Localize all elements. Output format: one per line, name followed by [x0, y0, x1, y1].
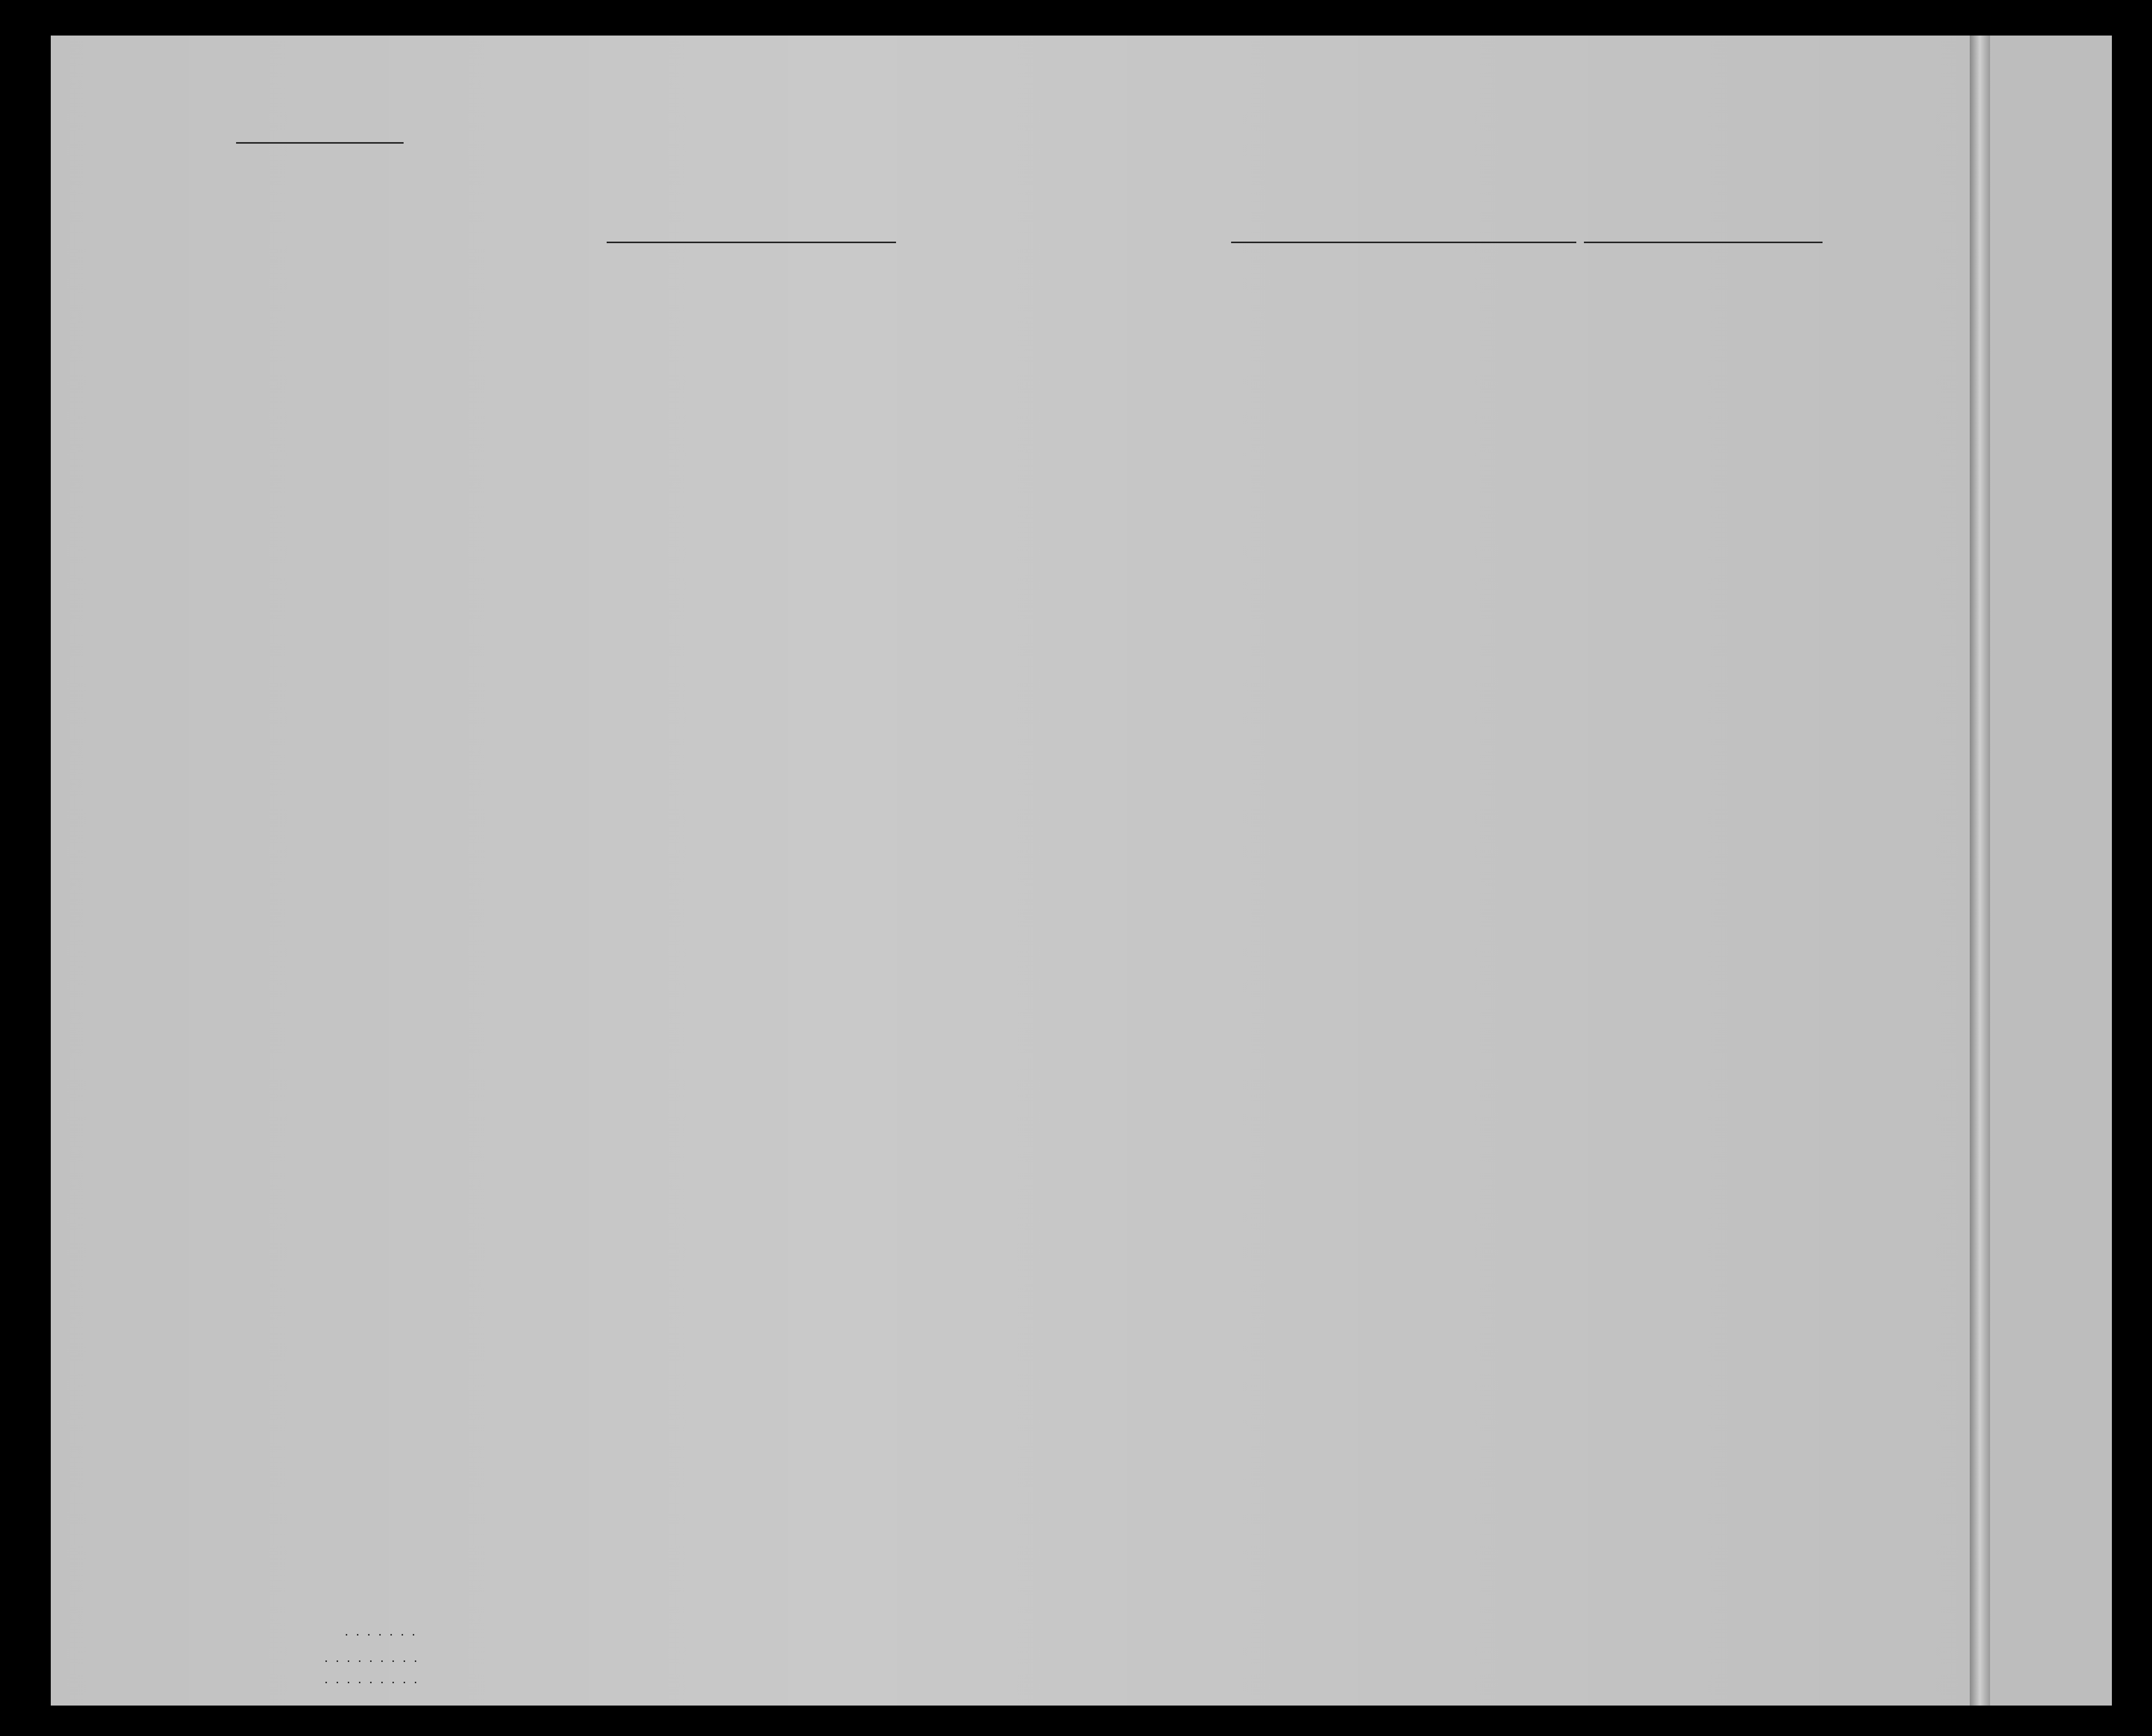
footer-dots-1: . . . . . . .: [345, 1627, 418, 1638]
footer-dots-3: . . . . . . . . .: [325, 1675, 420, 1685]
footer-dots-2: . . . . . . . . .: [325, 1654, 420, 1664]
